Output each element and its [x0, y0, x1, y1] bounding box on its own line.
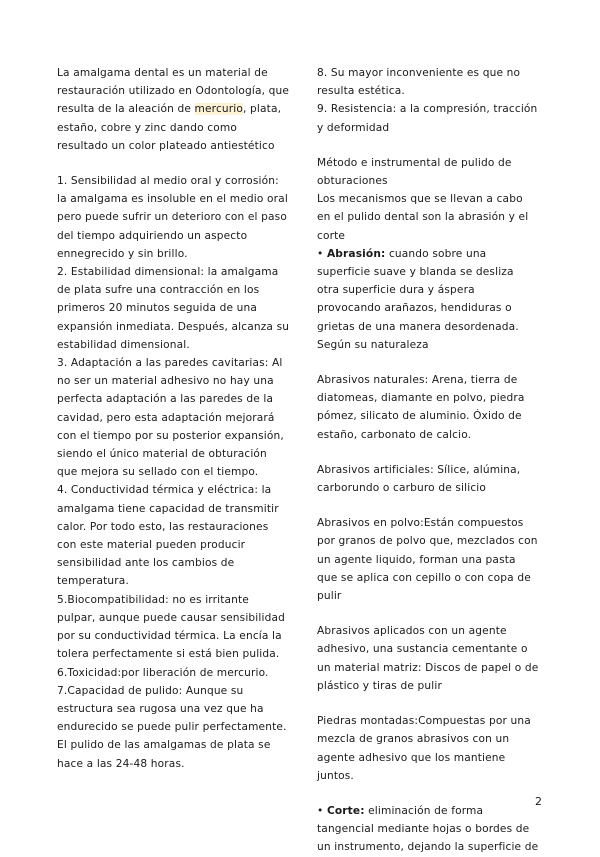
property-item: 7.Capacidad de pulido: Aunque su estructura sea rugosa una vez que ha endurecido se puede pulir perfectamente. El pulido de las amalgamas de plata se hace a las 24-48 horas. — [57, 684, 287, 770]
property-item: 8. Su mayor inconveniente es que no resulta estética. — [317, 67, 521, 98]
abrasive-type: Abrasivos artificiales: Sílice, alúmina, carborundo o carburo de silicio — [317, 463, 521, 495]
highlighted-term: mercurio — [194, 103, 244, 116]
corte-paragraph: • Corte: eliminación de forma tangencial mediante hojas o bordes de un instrumento, dejando la superficie de — [317, 804, 539, 854]
bullet-icon: • — [317, 247, 324, 260]
abrasive-type: Abrasivos en polvo:Están compuestos por granos de polvo que, mezclados con un agente liquido, forman una pasta que se aplica con cepillo o con copa de pulir — [317, 517, 538, 603]
property-item: 5.Biocompatibilidad: no es irritante pulpar, aunque puede causar sensibilidad por su conductividad térmica. La encía la tolera perfectamente si está bien pulida. — [57, 593, 285, 661]
corte-term: Corte: — [326, 804, 365, 817]
page-number: 2 — [535, 795, 542, 808]
right-column — [317, 64, 539, 857]
abrasive-type: Piedras montadas:Compuestas por una mezcla de granos abrasivos con un agente adhesivo que los mantiene juntos. — [317, 715, 531, 782]
section-intro: Los mecanismos que se llevan a cabo en el pulido dental son la abrasión y el corte — [317, 193, 529, 242]
property-item: 1. Sensibilidad al medio oral y corrosión: la amalgama es insoluble en el medio oral pero puede sufrir un deterioro con el paso del tiempo adquiriendo un aspecto ennegrecido y sin brillo. — [57, 175, 288, 260]
property-item: 6.Toxicidad:por liberación de mercurio. — [57, 666, 269, 679]
abrasion-term: Abrasión: — [326, 247, 386, 260]
abrasive-type: Abrasivos aplicados con un agente adhesivo, una sustancia cementante o un material matriz: Discos de papel o de plástico y tiras de pulir — [317, 625, 539, 692]
property-item: 9. Resistencia: a la compresión, tracción y deformidad — [317, 103, 538, 134]
abrasion-paragraph: • Abrasión: cuando sobre una superficie suave y blanda se desliza otra superficie dura y áspera provocando arañazos, hendiduras o grietas de una manera desordenada. Según su naturaleza — [317, 247, 519, 351]
bullet-icon: • — [317, 804, 324, 817]
property-item: 4. Conductividad térmica y eléctrica: la amalgama tiene capacidad de transmitir calor. Por todo esto, las restauraciones con este material pueden producir sensibilidad ante los cambios de temperatura. — [57, 484, 279, 588]
property-item: 2. Estabilidad dimensional: la amalgama de plata sufre una contracción en los primeros 20 minutos seguida de una expansión inmediata. Después, alcanza su estabilidad dimensional. — [57, 266, 290, 351]
section-title: Método e instrumental de pulido de obturaciones — [317, 156, 512, 188]
abrasive-type: Abrasivos naturales: Arena, tierra de diatomeas, diamante en polvo, piedra pómez, silicato de aluminio. Óxido de estaño, carbonato de calcio. — [317, 374, 525, 441]
property-item: 3. Adaptación a las paredes cavitarias: Al no ser un material adhesivo no hay una perfecta adaptación a las paredes de la cavidad, pero esta adaptación mejorará con el tiempo por su posterior expansión, siendo el único material de obturación que mejora su sellado con el tiempo. — [57, 357, 284, 479]
left-column — [57, 64, 290, 773]
intro-paragraph: La amalgama dental es un material de restauración utilizado en Odontología, que resulta de la aleación de mercurio, plata, estaño, cobre y zinc dando como resultado un color plateado antiestético — [57, 67, 290, 152]
